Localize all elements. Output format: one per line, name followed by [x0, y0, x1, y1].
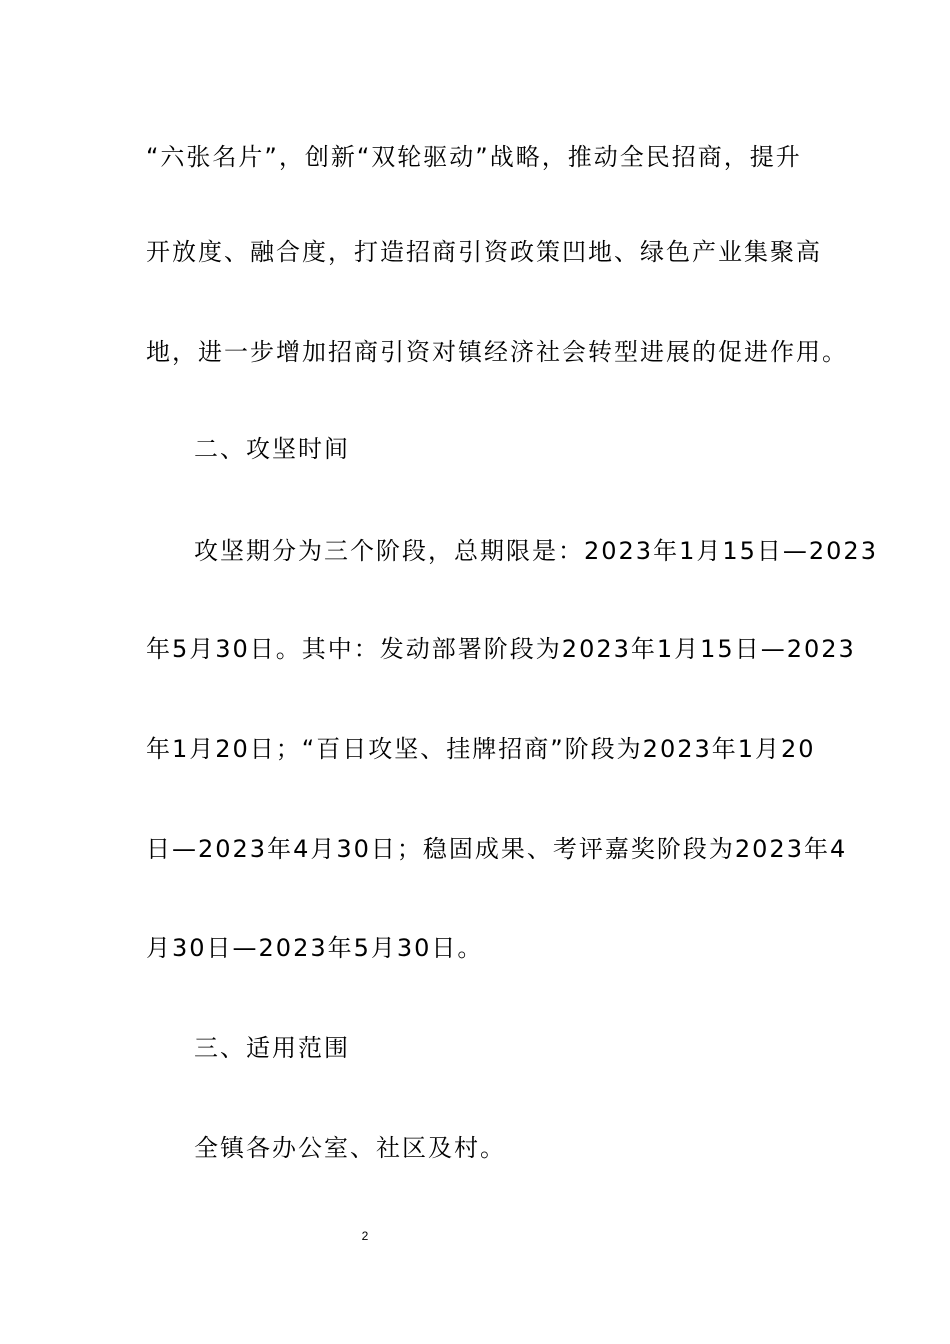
body-text-line: 年5月30日。其中：发动部署阶段为2023年1月15日—2023	[146, 635, 856, 663]
page-number: 2	[361, 1229, 369, 1243]
body-text-line: 攻坚期分为三个阶段，总期限是：2023年1月15日—2023	[194, 537, 878, 565]
body-text-line: “六张名片”，创新“双轮驱动”战略，推动全民招商，提升	[146, 143, 802, 171]
section-heading-scope: 三、适用范围	[194, 1034, 350, 1062]
section-heading-attack-period: 二、攻坚时间	[194, 435, 350, 463]
body-text-line: 年1月20日；“百日攻坚、挂牌招商”阶段为2023年1月20	[146, 735, 816, 763]
body-text-line: 全镇各办公室、社区及村。	[194, 1134, 506, 1162]
body-text-line: 开放度、融合度，打造招商引资政策凹地、绿色产业集聚高	[146, 238, 822, 266]
body-text-line: 地，进一步增加招商引资对镇经济社会转型进展的促进作用。	[146, 338, 848, 366]
body-text-line: 月30日—2023年5月30日。	[146, 934, 484, 962]
body-text-line: 日—2023年4月30日；稳固成果、考评嘉奖阶段为2023年4	[146, 835, 848, 863]
